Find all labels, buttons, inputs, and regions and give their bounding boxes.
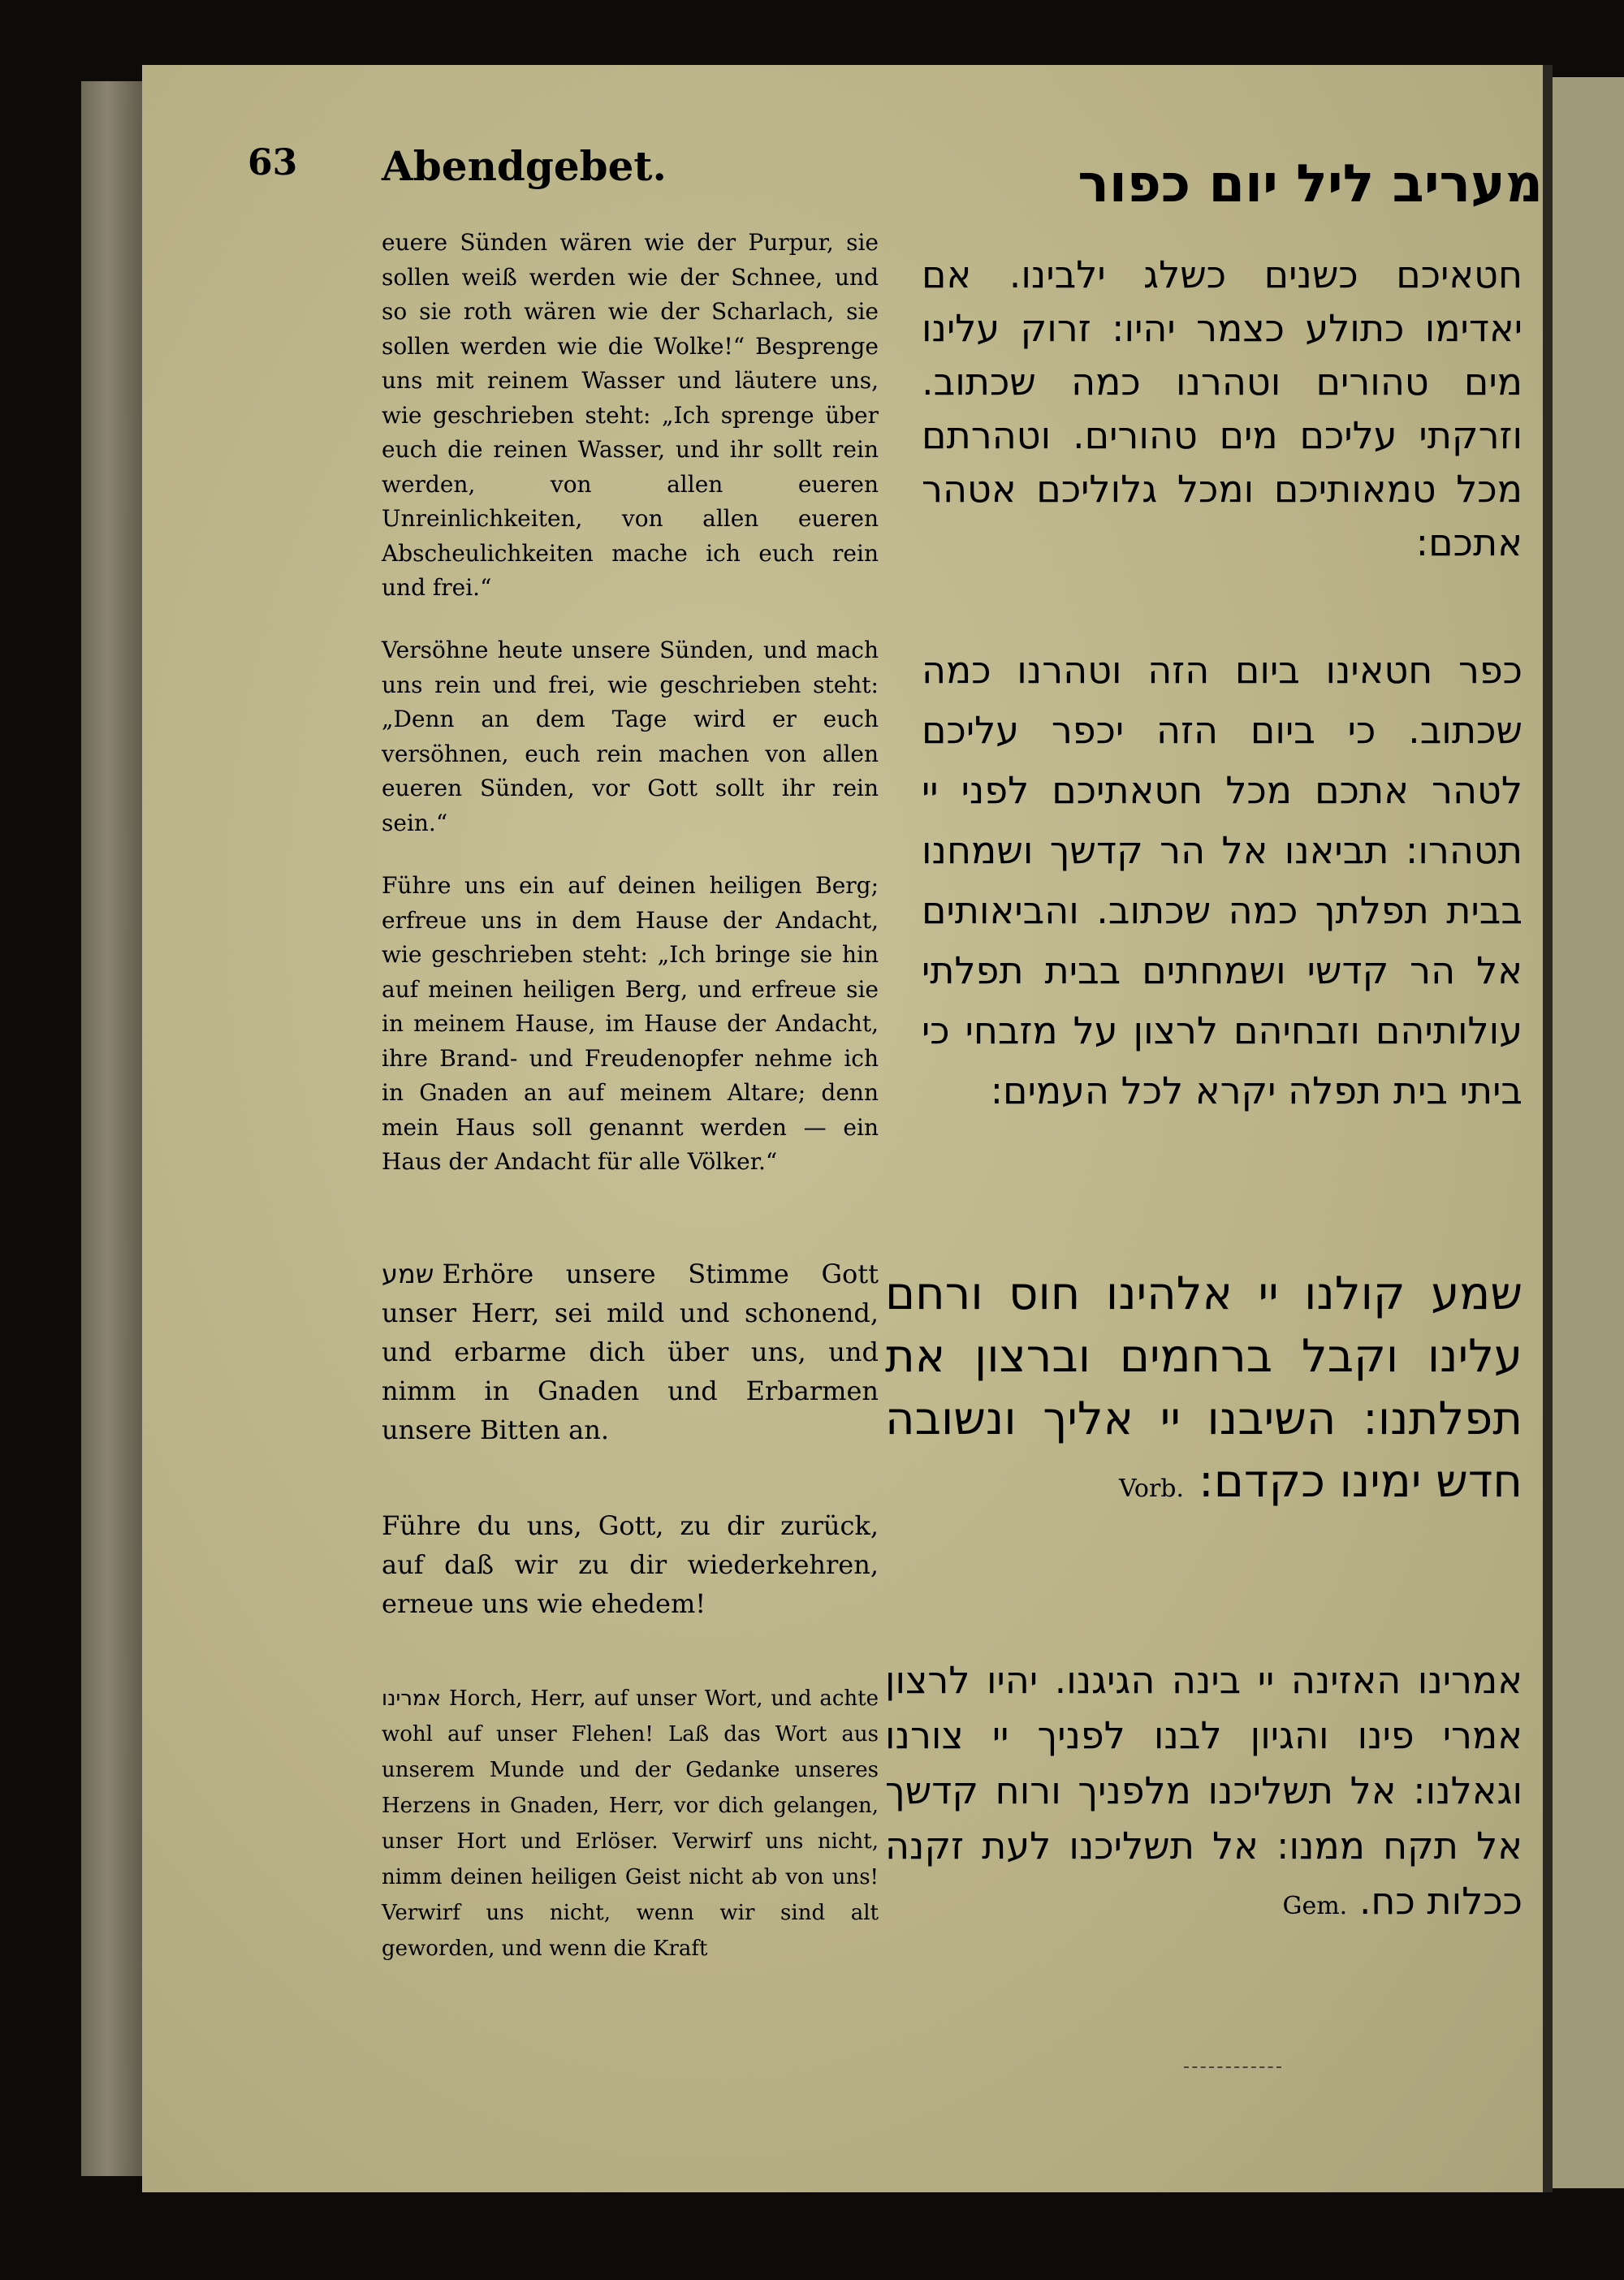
- reader-marker: Vorb.: [1118, 1475, 1185, 1503]
- hebrew-block-3: [885, 1263, 1522, 1520]
- paragraph-lead-word: אמרינו: [382, 1686, 442, 1711]
- book-gutter: [1543, 65, 1553, 2192]
- german-paragraph-3: Führe uns ein auf deinen heiligen Berg; erfreue uns in dem Hause der Andacht, wie geschrieben steht: „Ich bringe sie hin auf meinen heiligen Berg, und erfreue sie in meinem Hause, im Hause der Andacht, ihre Brand- und Freudenopfer nehme ich in Gnaden an auf meinem Altare; denn mein Haus soll genannt werden — ein Haus der Andacht für alle Völker.“: [382, 872, 879, 1175]
- facing-page-edge: [1553, 77, 1624, 2188]
- running-head: Abendgebet.: [382, 142, 667, 190]
- german-paragraph-6: [382, 1681, 879, 1967]
- hebrew-block-1: חטאיכם כשנים כשלג ילבינו. אם יאדימו כתולע כצמר יהיו: זרוק עלינו מים טהורים וטהרנו כמה שכתוב. וזרקתי עליכם מים טהורים. וטהרתם מכל טמאותיכם ומכל גלוליכם אטהר אתכם:: [922, 253, 1522, 564]
- german-paragraph-1: euere Sünden wären wie der Purpur, sie sollen weiß werden wie der Schnee, und so sie roth wären wie der Scharlach, sie sollen werden wie die Wolke!“ Besprenge uns mit reinem Wasser und läutere uns, wie geschrieben steht: „Ich sprenge über euch die reinen Wasser, und ihr sollt rein werden, von allen eueren Unreinlichkeiten, von allen eueren Abscheulichkeiten mache ich euch rein und frei.“: [382, 229, 879, 601]
- german-paragraph-5: Führe du uns, Gott, zu dir zurück, auf daß wir zu dir wiederkehren, erneue uns wie ehedem!: [382, 1510, 879, 1619]
- hebrew-block-4-text: אמרינו האזינה יי בינה הגיגנו. יהיו לרצון אמרי פינו והגיון לבנו לפניך יי צורנו וגאלנו: אל תשליכנו מלפניך ורוח קדשך אל תקח ממנו: אל תשליכנו לעת זקנה ככלות כח.: [885, 1658, 1522, 1923]
- german-paragraph-4-text: Erhöre unsere Stimme Gott unser Herr, sei mild und schonend, und erbarme dich über uns, und nimm in Gnaden und Erbarmen unsere Bitten an.: [382, 1259, 879, 1445]
- german-paragraph-4: [382, 1254, 879, 1449]
- page-number: 63: [248, 142, 298, 184]
- hebrew-block-2: כפר חטאינו ביום הזה וטהרנו כמה שכתוב. כי ביום הזה יכפר עליכם לטהר אתכם מכל חטאתיכם לפני יי תטהרו: תביאנו אל הר קדשך ושמחנו בבית תפלתך כמה שכתוב. והביאותים אל הר קדשי ושמחתים בבית תפלתי עולותיהם וזבחיהם לרצון על מזבחי כי ביתי בית תפלה יקרא לכל העמים:: [922, 648, 1522, 1112]
- hebrew-running-head: מעריב ליל יום כפור: [1078, 154, 1543, 214]
- german-paragraph-6-text: Horch, Herr, auf unser Wort, und achte wohl auf unser Flehen! Laß das Wort aus unserem Munde und der Gedanke unseres Herzens in Gnaden, Herr, vor dich gelangen, unser Hort und Erlöser. Verwirf uns nicht, nimm deinen heiligen Geist nicht ab von uns! Verwirf uns nicht, wenn wir sind alt geworden, und wenn die Kraft: [382, 1686, 879, 1961]
- paragraph-lead-word: שמע: [382, 1259, 434, 1289]
- book-page-edges: [81, 81, 146, 2176]
- hebrew-block-3-text: שמע קולנו יי אלהינו חוס ורחם עלינו וקבל ברחמים וברצון את תפלתנו: השיבנו יי אליך ונשובה חדש ימינו כקדם:: [885, 1267, 1522, 1508]
- german-paragraph-2: Versöhne heute unsere Sünden, und mach uns rein und frei, wie geschrieben steht: „Denn an dem Tage wird er euch versöhnen, euch rein machen von allen eueren Sünden, vor Gott sollt ihr rein sein.“: [382, 637, 879, 836]
- congregation-marker: Gem.: [1282, 1892, 1348, 1920]
- page-end-rule: [1184, 2066, 1281, 2068]
- hebrew-block-4: [885, 1652, 1522, 1934]
